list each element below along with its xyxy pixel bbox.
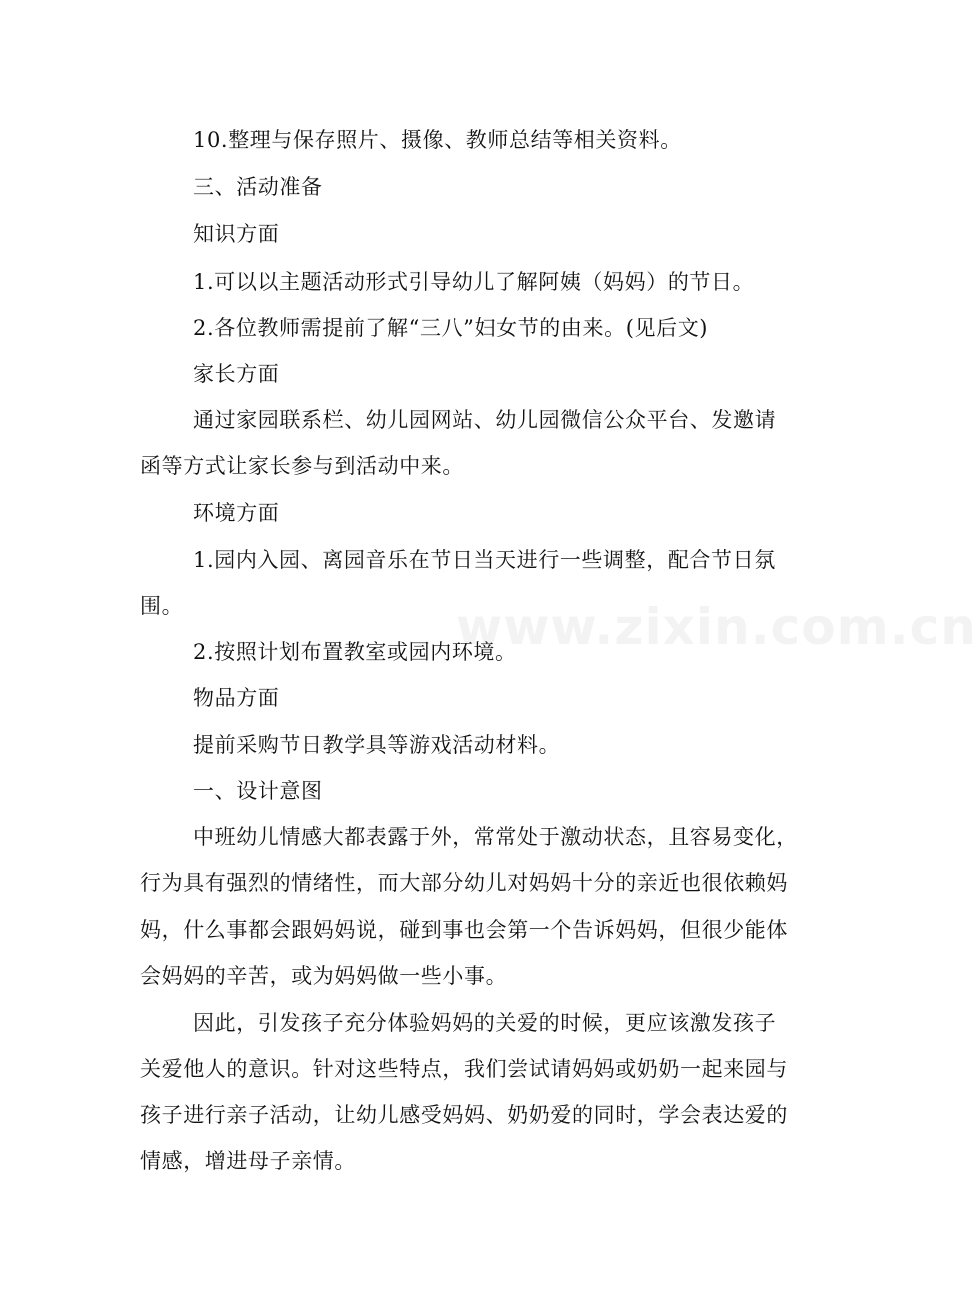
text-line: 提前采购节日教学具等游戏活动材料。 — [193, 733, 561, 757]
paragraph-line: 关爱他人的意识。针对这些特点，我们尝试请妈妈或奶奶一起来园与 — [140, 1057, 788, 1081]
subsection-heading: 物品方面 — [193, 686, 280, 710]
section-heading: 一、设计意图 — [193, 779, 323, 803]
paragraph-line: 通过家园联系栏、幼儿园网站、幼儿园微信公众平台、发邀请 — [193, 408, 777, 432]
text-line: 2.按照计划布置教室或园内环境。 — [193, 640, 517, 664]
paragraph-line: 1.园内入园、离园音乐在节日当天进行一些调整，配合节日氛 — [193, 548, 776, 572]
text-line: 2.各位教师需提前了解“三八”妇女节的由来。(见后文) — [193, 316, 709, 340]
paragraph-line: 中班幼儿情感大都表露于外，常常处于激动状态，且容易变化， — [193, 825, 798, 849]
paragraph-line: 会妈妈的辛苦，或为妈妈做一些小事。 — [140, 964, 508, 988]
subsection-heading: 环境方面 — [193, 501, 280, 525]
text-line: 10.整理与保存照片、摄像、教师总结等相关资料。 — [193, 128, 682, 152]
paragraph-line: 函等方式让家长参与到活动中来。 — [140, 454, 464, 478]
paragraph-line: 情感，增进母子亲情。 — [140, 1149, 356, 1173]
watermark: www.zixin.com.cn — [456, 598, 977, 656]
paragraph-line: 妈，什么事都会跟妈妈说，碰到事也会第一个告诉妈妈，但很少能体 — [140, 918, 788, 942]
subsection-heading: 知识方面 — [193, 222, 280, 246]
paragraph-line: 围。 — [140, 594, 184, 618]
section-heading: 三、活动准备 — [193, 175, 323, 199]
text-line: 1.可以以主题活动形式引导幼儿了解阿姨（妈妈）的节日。 — [193, 270, 755, 294]
paragraph-line: 行为具有强烈的情绪性，而大部分幼儿对妈妈十分的亲近也很依赖妈 — [140, 871, 788, 895]
subsection-heading: 家长方面 — [193, 362, 280, 386]
paragraph-line: 因此，引发孩子充分体验妈妈的关爱的时候，更应该激发孩子 — [193, 1011, 777, 1035]
paragraph-line: 孩子进行亲子活动，让幼儿感受妈妈、奶奶爱的同时，学会表达爱的 — [140, 1103, 788, 1127]
